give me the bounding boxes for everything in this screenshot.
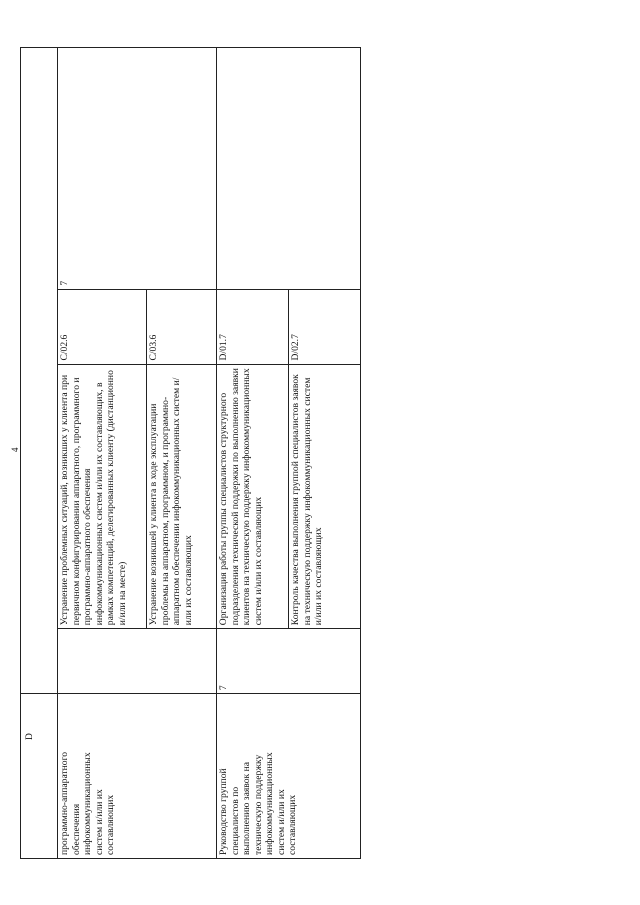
function-text: Организация работы группы специалистов структурного подразделения технической поддержки по выполнению заявки клиентов на техническую поддержку инфокоммуникационных систем и/или их составляющих xyxy=(217,364,289,629)
function-text: Контроль качества выполнения группой специалистов заявок на техническую поддержку инфокоммуникационных систем и/или их составляющих xyxy=(289,364,361,629)
row-sublevel-cell xyxy=(217,48,361,290)
function-code: D/01.7 xyxy=(217,289,289,364)
function-code: C/02.6 xyxy=(58,289,147,364)
function-code: D/02.7 xyxy=(289,289,361,364)
qualification-table xyxy=(57,47,361,859)
function-code: C/03.6 xyxy=(147,289,217,364)
row-name-cell: программно-аппаратного обеспечения инфокоммуникационных систем и/или их составляющих xyxy=(58,694,217,859)
function-text: Устранение возникшей у клиента в ходе эксплуатации проблемы на аппаратном, программном, и программно-аппаратном обеспечении инфокоммуникационных систем и/или их составляющих xyxy=(147,364,217,629)
section-code-cell xyxy=(21,48,60,694)
table-row xyxy=(58,48,147,859)
section-code-d: D xyxy=(24,733,35,740)
page-number: 4 xyxy=(10,447,20,452)
function-text: Устранение проблемных ситуаций, возникших у клиента при первичном конфигурировании аппаратного, программного и программно-аппаратного обеспечения инфокоммуникационных систем и/или их составляющих, в рамках компетенций, делегированных клиенту (дистанционно и/или на месте) xyxy=(58,364,147,629)
row-level-cell: 7 xyxy=(217,629,361,694)
table-row xyxy=(217,48,289,859)
row-name-cell: Руководство группой специалистов по выполнению заявок на техническую поддержку инфокоммуникационных систем и/или их составляющих xyxy=(217,694,361,859)
row-level-cell xyxy=(58,629,217,694)
row-sublevel-cell: 7 xyxy=(58,48,217,290)
